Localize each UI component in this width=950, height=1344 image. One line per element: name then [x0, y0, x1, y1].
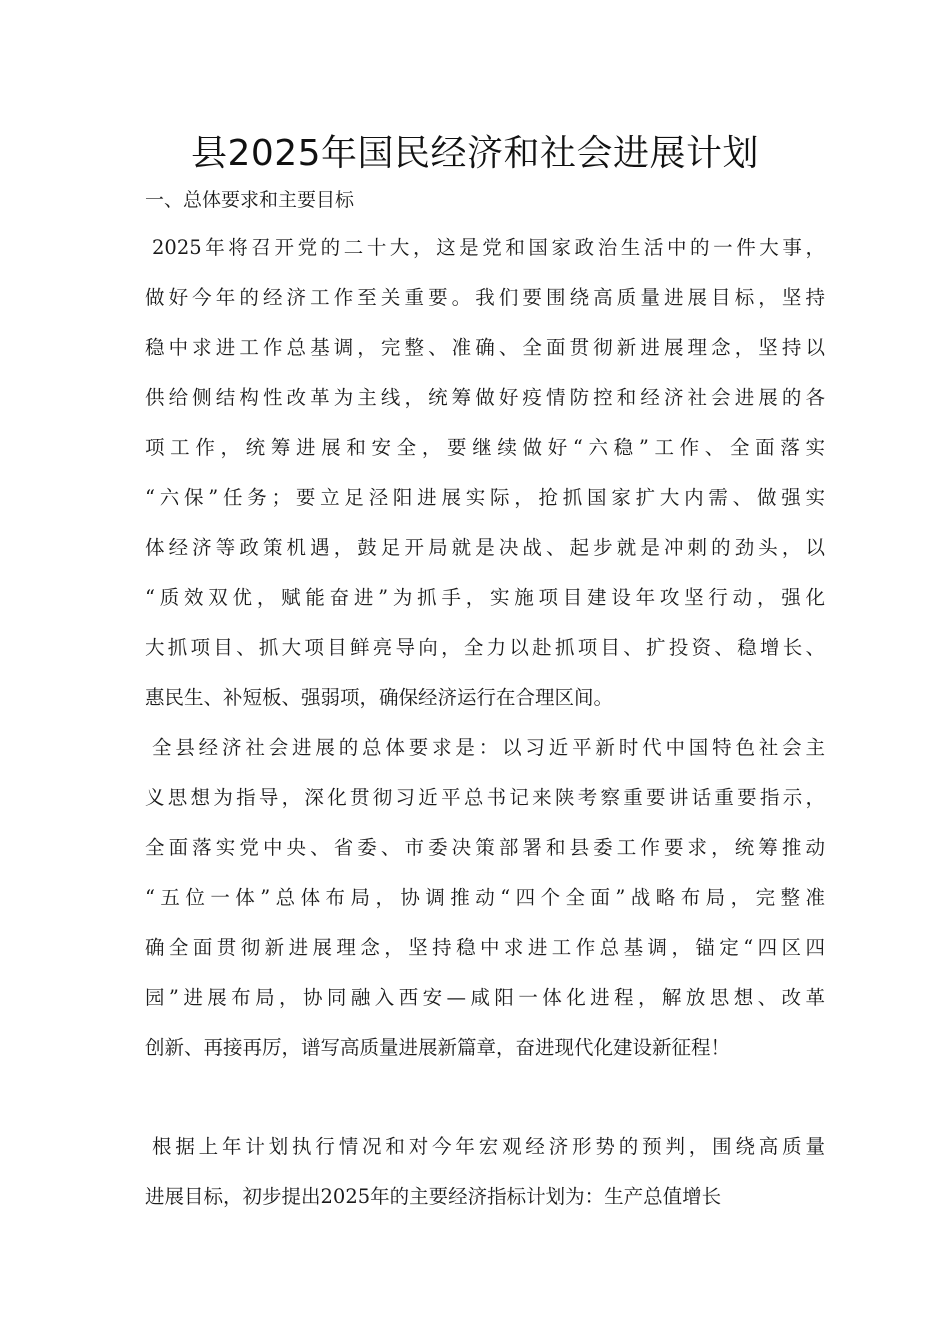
document-title: 县2025年国民经济和社会进展计划	[190, 133, 760, 174]
paragraph-line: 项工作，统筹进展和安全，要继续做好“六稳”工作、全面落实	[145, 436, 825, 459]
paragraph-line: 确全面贯彻新进展理念，坚持稳中求进工作总基调，锚定“四区四	[145, 936, 825, 959]
paragraph-line: “五位一体”总体布局，协调推动“四个全面”战略布局，完整准	[145, 886, 825, 909]
paragraph-line: 2025年将召开党的二十大，这是党和国家政治生活中的一件大事，	[152, 236, 825, 259]
paragraph-line: 根据上年计划执行情况和对今年宏观经济形势的预判，围绕高质量	[152, 1135, 825, 1158]
paragraph-line: 大抓项目、抓大项目鲜亮导向，全力以赴抓项目、扩投资、稳增长、	[145, 636, 825, 659]
paragraph-line: 全县经济社会进展的总体要求是：以习近平新时代中国特色社会主	[152, 736, 825, 759]
paragraph-line: 义思想为指导，深化贯彻习近平总书记来陕考察重要讲话重要指示，	[145, 786, 825, 809]
paragraph-line: 惠民生、补短板、强弱项，确保经济运行在合理区间。	[145, 686, 614, 709]
paragraph-line: 创新、再接再厉，谱写高质量进展新篇章，奋进现代化建设新征程！	[145, 1036, 731, 1059]
paragraph-line: 全面落实党中央、省委、市委决策部署和县委工作要求，统筹推动	[145, 836, 825, 859]
paragraph-line: 稳中求进工作总基调，完整、准确、全面贯彻新进展理念，坚持以	[145, 336, 825, 359]
paragraph-line: 做好今年的经济工作至关重要。我们要围绕高质量进展目标，坚持	[145, 286, 825, 309]
section-heading: 一、总体要求和主要目标	[145, 189, 355, 211]
paragraph-line: 园”进展布局，协同融入西安—咸阳一体化进程，解放思想、改革	[145, 986, 825, 1009]
paragraph-line: 供给侧结构性改革为主线，统筹做好疫情防控和经济社会进展的各	[145, 386, 825, 409]
paragraph-line: 进展目标，初步提出2025年的主要经济指标计划为：生产总值增长	[145, 1185, 722, 1208]
paragraph-line: “质效双优，赋能奋进”为抓手，实施项目建设年攻坚行动，强化	[145, 586, 825, 609]
paragraph-line: “六保”任务；要立足泾阳进展实际，抢抓国家扩大内需、做强实	[145, 486, 825, 509]
paragraph-line: 体经济等政策机遇，鼓足开局就是决战、起步就是冲刺的劲头，以	[145, 536, 825, 559]
